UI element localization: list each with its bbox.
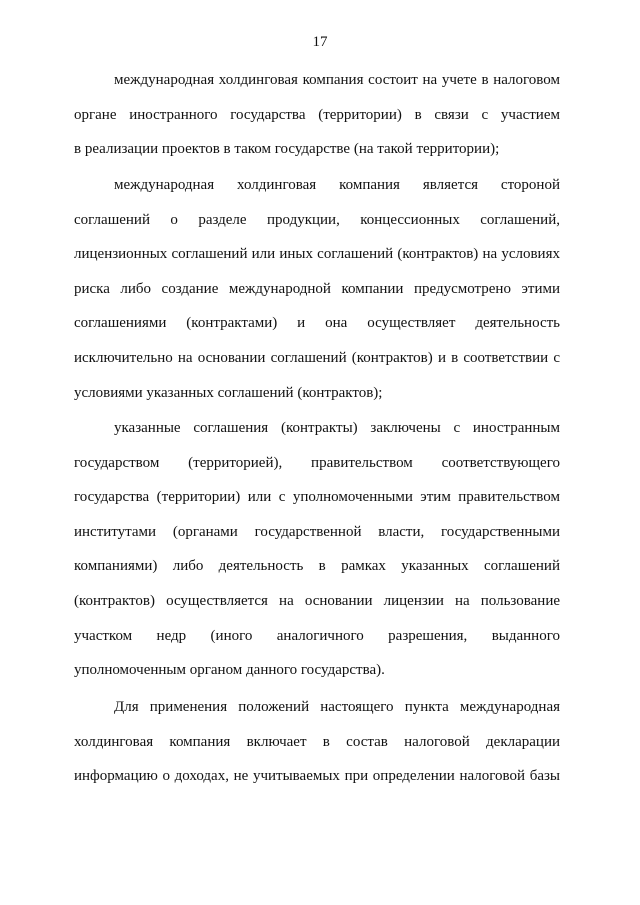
text-line: международная холдинговая компания состоит на учете в налоговом bbox=[114, 72, 560, 88]
text-line: исключительно на основании соглашений (контрактов) и в соответствии с bbox=[74, 349, 560, 366]
text-line: условиями указанных соглашений (контрактов); bbox=[74, 384, 383, 401]
text-line: в реализации проектов в таком государстве (на такой территории); bbox=[74, 141, 500, 158]
text-line: компаниями) либо деятельность в рамках указанных соглашений bbox=[74, 558, 560, 575]
paragraph-1 bbox=[74, 70, 560, 174]
text-line: холдинговая компания включает в состав налоговой декларации bbox=[74, 733, 560, 750]
text-line: уполномоченным органом данного государства). bbox=[74, 662, 385, 679]
text-line: участком недр (иного аналогичного разрешения, выданного bbox=[74, 627, 560, 644]
text-line: государством (территорией), правительством соответствующего bbox=[74, 454, 560, 471]
text-line: органе иностранного государства (территории) в связи с участием bbox=[74, 106, 560, 123]
text-line: международная холдинговая компания является стороной bbox=[114, 177, 560, 193]
text-line: государства (территории) или с уполномоченными этим правительством bbox=[74, 489, 560, 506]
text-line: Для применения положений настоящего пункта международная bbox=[114, 699, 560, 715]
text-line: (контрактов) осуществляется на основании лицензии на пользование bbox=[74, 592, 560, 609]
paragraph-4 bbox=[74, 697, 560, 801]
text-line: соглашениями (контрактами) и она осуществляет деятельность bbox=[74, 315, 560, 332]
text-line: лицензионных соглашений или иных соглашений (контрактов) на условиях bbox=[74, 246, 560, 263]
text-line: информацию о доходах, не учитываемых при определении налоговой базы bbox=[74, 768, 560, 785]
paragraph-2 bbox=[74, 175, 560, 417]
paragraph-3 bbox=[74, 418, 560, 695]
text-line: соглашений о разделе продукции, концессионных соглашений, bbox=[74, 211, 560, 228]
text-line: институтами (органами государственной власти, государственными bbox=[74, 523, 560, 540]
page-number: 17 bbox=[312, 34, 328, 50]
text-line: указанные соглашения (контракты) заключены с иностранным bbox=[114, 420, 560, 436]
text-line: риска либо создание международной компании предусмотрено этими bbox=[74, 280, 560, 297]
